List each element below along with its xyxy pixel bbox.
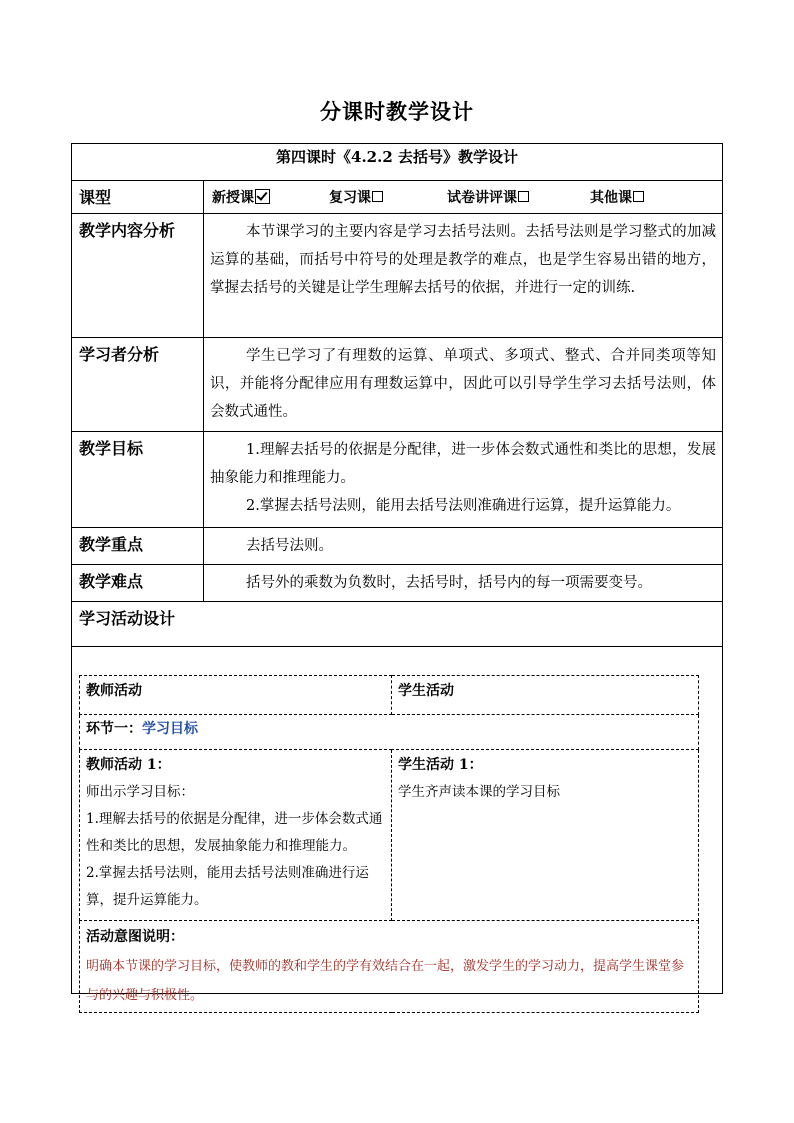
teacher-activity-line: 1.理解去括号的依据是分配律，进一步体会数式通性和类比的思想，发展抽象能力和推理能力。 [86,811,383,854]
checkbox-icon[interactable] [633,191,644,202]
activity-design-label: 学习活动设计 [72,602,723,647]
option-label: 其他课 [590,190,632,206]
option-label: 复习课 [329,190,371,206]
teacher-activity-line: 师出示学习目标： [86,784,194,800]
teacher-activity-cell [80,750,392,921]
difficulties-text [204,565,723,602]
intent-text: 明确本节课的学习目标，使教师的教和学生的学有效结合在一起，激发学生的学习动力，提高学生课堂参与的兴趣与积极性。 [86,959,685,1003]
option-exam-review-lesson[interactable] [447,187,590,207]
lesson-design-table [71,143,723,1003]
segment-label: 环节一： [86,721,142,737]
activity-design-area [72,647,723,1003]
objectives-label: 教学目标 [72,432,204,528]
option-other-lesson[interactable] [590,187,644,207]
key-points-text [204,528,723,565]
option-new-lesson[interactable] [212,187,329,207]
learner-analysis-text [204,338,723,432]
difficulties-label: 教学难点 [72,565,204,602]
objectives-text [204,432,723,528]
paragraph: 括号外的乘数为负数时，去括号时，括号内的每一项需要变号。 [246,575,652,591]
intent-cell [80,921,699,1013]
paragraph: 学生已学习了有理数的运算、单项式、多项式、整式、合并同类项等知识，并能将分配律应用有理数运算中，因此可以引导学生学习去括号法则，体会数式通性。 [210,348,717,420]
student-activity-text: 学生齐声读本课的学习目标 [398,784,560,800]
page-title: 分课时教学设计 [320,99,474,124]
course-type-options [204,181,723,214]
option-label: 新授课 [212,190,254,206]
checkbox-icon[interactable] [518,191,529,202]
objective-item: 1.理解去括号的依据是分配律，进一步体会数式通性和类比的思想，发展抽象能力和推理能力。 [210,442,717,486]
objective-item: 2.掌握去括号法则，能用去括号法则准确进行运算，提升运算能力。 [246,498,681,514]
teacher-activity-header: 教师活动 [80,676,392,715]
teacher-activity-title: 教师活动 1： [86,757,171,773]
lesson-title: 第四课时《4.2.2 去括号》教学设计 [72,144,723,181]
checked-checkbox-icon[interactable] [255,189,270,204]
checkbox-icon[interactable] [372,191,383,202]
content-analysis-text [204,214,723,338]
student-activity-title: 学生活动 1： [398,757,483,773]
teacher-activity-line: 2.掌握去括号法则，能用去括号法则准确进行运算，提升运算能力。 [86,865,369,908]
student-activity-header: 学生活动 [392,676,699,715]
key-points-label: 教学重点 [72,528,204,565]
paragraph: 本节课学习的主要内容是学习去括号法则。去括号法则是学习整式的加减运算的基础，而括号中符号的处理是教学的难点，也是学生容易出错的地方，掌握去括号的关键是让学生理解去括号的依据，并进行一定的训练. [210,224,717,296]
activity-table [79,675,699,1013]
student-activity-cell [392,750,699,921]
course-type-label: 课型 [72,181,204,214]
segment-value: 学习目标 [142,721,198,737]
learner-analysis-label: 学习者分析 [72,338,204,432]
intent-title: 活动意图说明： [86,929,184,945]
content-analysis-label: 教学内容分析 [72,214,204,338]
option-review-lesson[interactable] [329,187,447,207]
segment-row [80,715,699,750]
paragraph: 去括号法则。 [246,538,333,554]
option-label: 试卷讲评课 [447,190,517,206]
